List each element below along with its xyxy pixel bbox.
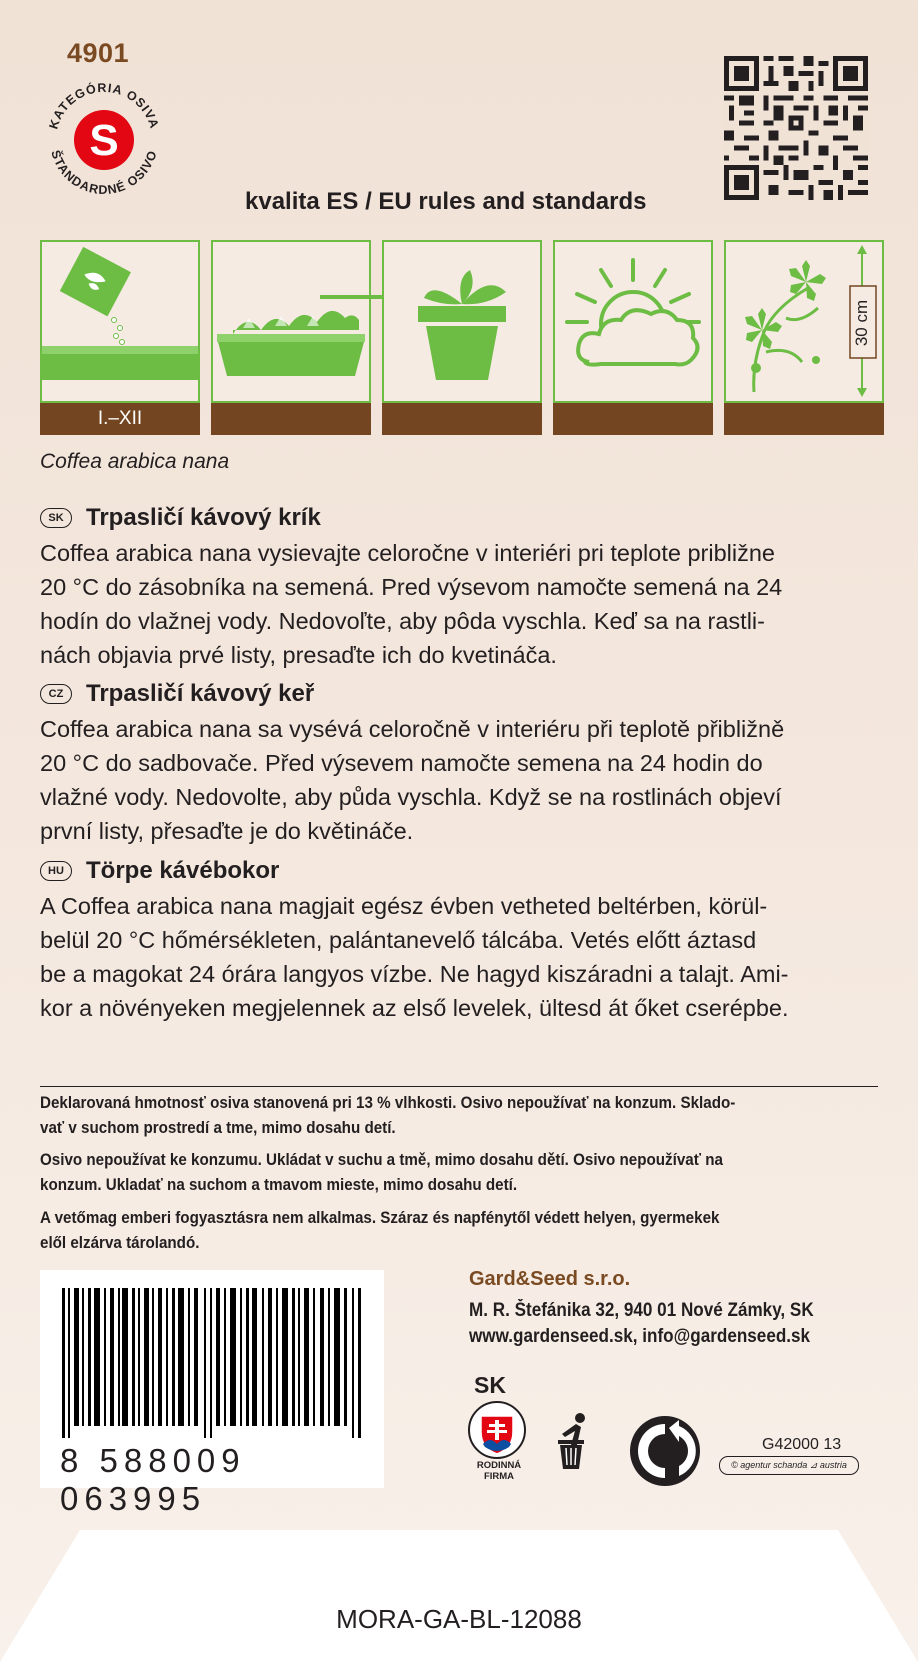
text-line: vlažné vody. Nedovolte, aby půda vyschla. Když se na rostlinách objeví <box>40 784 782 810</box>
text-line: hodín do vlažnej vody. Nedovoľte, aby pôda vyschla. Keď sa na rastli- <box>40 608 765 634</box>
barcode-number: 8 588009 063995 <box>60 1442 246 1517</box>
lang-block-sk <box>40 500 886 672</box>
product-code: 4901 <box>67 38 130 68</box>
fine-line: Osivo nepoužívat ke konzumu. Ukládat v suchu a tmě, mimo dosahu dětí. Osivo nepoužívať na <box>40 1151 723 1169</box>
panel-transplant <box>382 240 542 435</box>
family-firm-label: RODINNÁ FIRMA <box>476 1460 522 1482</box>
fine-line: elől elzárva tárolandó. <box>40 1234 200 1252</box>
transplant-pot-icon <box>384 242 540 401</box>
panel-sowing <box>40 240 200 435</box>
lang-block-cz <box>40 676 886 848</box>
fine-line: A vetőmag emberi fogyasztásra nem alkalmas. Száraz és napfénytől védett helyen, gyermekek <box>40 1209 720 1227</box>
text-line: kor a növényeken megjelennek az első levelek, ültesd át őket cserépbe. <box>40 995 789 1021</box>
footer-code: MORA-GA-BL-12088 <box>336 1604 582 1634</box>
seed-packet-sowing-icon <box>42 242 198 401</box>
fine-line: konzum. Ukladať na suchom a tmavom mieste, mimo dosahu detí. <box>40 1176 518 1194</box>
text-line: A Coffea arabica nana magjait egész évben vetheted beltérben, körül- <box>40 893 768 919</box>
barcode <box>40 1270 384 1517</box>
fine-print-hu <box>40 1206 886 1256</box>
agency-credit: © agentur schanda ⊿ austria <box>719 1456 859 1475</box>
category-letter: S <box>89 116 119 165</box>
lang-title: Trpasličí kávový keř <box>86 680 315 707</box>
panel-soil-blank <box>211 403 371 435</box>
text-line: Coffea arabica nana vysievajte celoročne v interiéri pri teplote približne <box>40 540 775 566</box>
text-line: belül 20 °C hőmérsékleten, palántanevelő tálcába. Vetés előtt áztasd <box>40 927 757 953</box>
text-line: nách objavia prvé listy, presaďte ich do kvetináča. <box>40 642 557 668</box>
bottom-panel <box>0 1530 918 1662</box>
text-line: 20 °C do sadbovače. Před výsevem namočte semena na 24 hodin do <box>40 750 763 776</box>
panel-seedling-tray <box>211 240 371 435</box>
lang-body <box>40 889 886 1025</box>
lang-title: Trpasličí kávový krík <box>86 504 321 531</box>
company-contact[interactable]: www.gardenseed.sk, info@gardenseed.sk <box>469 1326 811 1347</box>
lang-block-hu <box>40 853 886 1025</box>
panel-soil-label: I.–XII <box>40 403 200 435</box>
text-line: 20 °C do zásobníka na semená. Pred výsevom namočte semená na 24 <box>40 574 783 600</box>
category-top-text: KATEGÓRIA OSIVA <box>46 80 162 131</box>
seedling-tray-icon <box>213 242 369 401</box>
text-line: be a magokat 24 órára langyos vízbe. Ne hagyd kiszáradni a talajt. Ami- <box>40 961 789 987</box>
text-line: první listy, přesaďte je do květináče. <box>40 818 414 844</box>
category-bottom-text: ŠTANDARDNÉ OSIVO <box>48 148 160 198</box>
fine-print-cz-sk <box>40 1148 886 1198</box>
seed-category-badge <box>38 74 170 206</box>
height-label: 30 cm <box>852 299 872 347</box>
lang-badge: SK <box>40 508 72 528</box>
panel-growth <box>724 240 884 435</box>
latin-name: Coffea arabica nana <box>40 450 230 473</box>
panel-soil-blank <box>724 403 884 435</box>
panel-soil-blank <box>553 403 713 435</box>
country-label: SK <box>474 1372 506 1398</box>
fine-line: Deklarovaná hmotnosť osiva stanovená pri 13 % vlhkosti. Osivo nepoužívať na konzum. Sklado- <box>40 1094 736 1112</box>
lang-badge: HU <box>40 861 72 881</box>
qr-code-icon[interactable] <box>724 56 868 200</box>
panel-soil-blank <box>382 403 542 435</box>
slovak-shield-icon <box>467 1400 527 1465</box>
panel-sun <box>553 240 713 435</box>
lang-badge: CZ <box>40 684 72 704</box>
lang-title: Törpe kávébokor <box>86 857 280 884</box>
text-line: Coffea arabica nana sa vysévá celoročně v interiéru při teplotě přibližně <box>40 716 785 742</box>
lang-body <box>40 536 886 672</box>
quality-standard: kvalita ES / EU rules and standards <box>245 188 647 215</box>
fine-line: vať v suchom prostredí a tme, mimo dosahu detí. <box>40 1119 396 1137</box>
divider <box>40 1086 878 1087</box>
fine-print-sk <box>40 1091 886 1141</box>
green-dot-icon <box>628 1414 702 1493</box>
company-name: Gard&Seed s.r.o. <box>469 1268 631 1290</box>
sun-cloud-icon <box>555 242 711 401</box>
trash-bin-icon <box>548 1410 608 1475</box>
company-address: M. R. Štefánika 32, 940 01 Nové Zámky, SK <box>469 1300 814 1321</box>
lang-body <box>40 712 886 848</box>
barcode-bars-icon <box>58 1288 366 1438</box>
batch-code: G42000 13 <box>762 1436 842 1453</box>
